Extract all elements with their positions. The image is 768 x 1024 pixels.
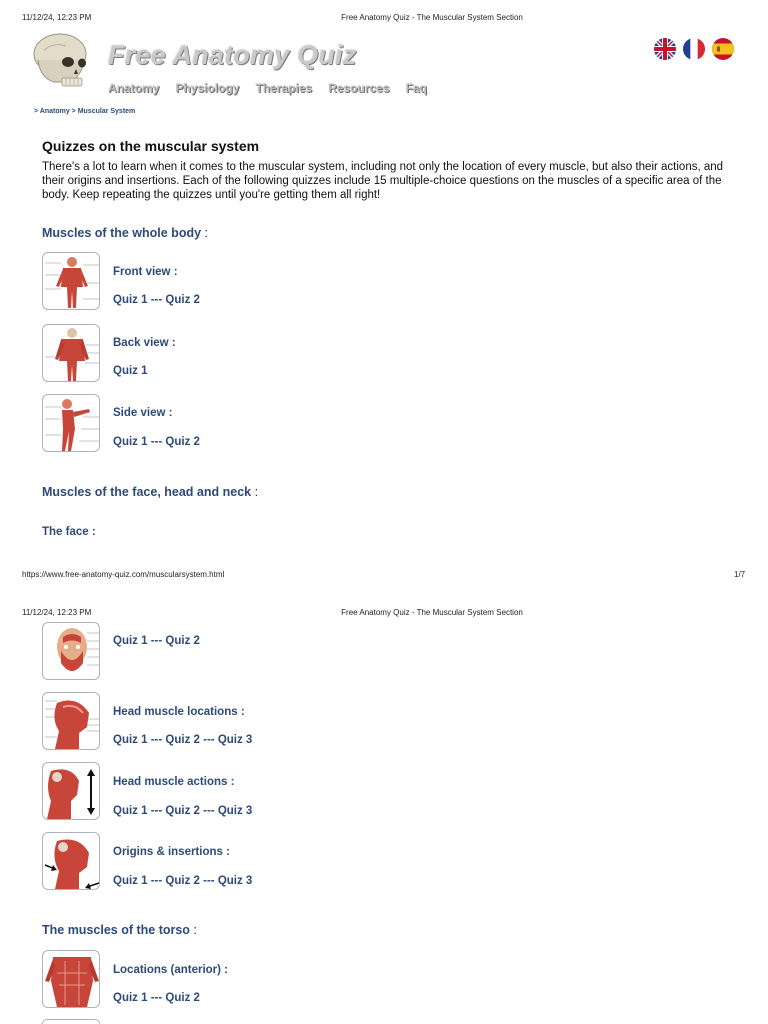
breadcrumb[interactable]: > Anatomy > Muscular System xyxy=(34,108,136,115)
quiz-link[interactable]: Quiz 1 xyxy=(113,992,148,1004)
nav-physiology[interactable]: Physiology xyxy=(175,81,240,95)
quiz-links-head-actions: Quiz 1 --- Quiz 2 --- Quiz 3 xyxy=(113,805,253,817)
france-flag-icon[interactable] xyxy=(683,38,705,60)
item-label-torso-anterior: Locations (anterior) : xyxy=(113,964,229,976)
quiz-link[interactable]: Quiz 3 xyxy=(217,805,253,817)
item-label-back-view: Back view : xyxy=(113,337,176,349)
section-heading-face-head-neck: Muscles of the face, head and neck : xyxy=(42,485,259,499)
front-view-thumbnail[interactable] xyxy=(42,252,100,310)
quiz-links-front-view: Quiz 1 --- Quiz 2 xyxy=(113,294,200,306)
quiz-link[interactable]: Quiz 2 xyxy=(165,734,200,746)
item-label-head-actions: Head muscle actions : xyxy=(113,776,235,788)
quiz-link[interactable]: Quiz 3 xyxy=(217,734,253,746)
section-heading-torso: The muscles of the torso : xyxy=(42,923,197,937)
page-title: Quizzes on the muscular system xyxy=(42,138,260,154)
item-label-head-locations: Head muscle locations : xyxy=(113,706,245,718)
nav-faq[interactable]: Faq xyxy=(405,81,427,95)
quiz-link[interactable]: Quiz 1 xyxy=(113,635,148,647)
item-label-origins-insertions: Origins & insertions : xyxy=(113,846,230,858)
origins-insertions-thumbnail[interactable] xyxy=(42,832,100,890)
quiz-link[interactable]: Quiz 1 xyxy=(113,294,148,306)
site-title[interactable]: Free Anatomy Quiz xyxy=(108,40,357,70)
quiz-link[interactable]: Quiz 1 xyxy=(113,734,148,746)
quiz-link[interactable]: Quiz 2 xyxy=(165,436,200,448)
quiz-links-back-view xyxy=(113,365,148,377)
print-url: https://www.free-anatomy-quiz.com/muscularsystem.html xyxy=(22,570,225,579)
quiz-link[interactable]: Quiz 2 xyxy=(165,635,200,647)
quiz-links-face: Quiz 1 --- Quiz 2 xyxy=(113,635,200,647)
quiz-link[interactable]: Quiz 2 xyxy=(165,992,200,1004)
side-view-thumbnail[interactable] xyxy=(42,394,100,452)
print-datetime-2: 11/12/24, 12:23 PM xyxy=(22,608,92,617)
print-page-title-2: Free Anatomy Quiz - The Muscular System Section xyxy=(341,608,523,617)
print-page-number: 1/7 xyxy=(734,570,746,579)
intro-paragraph: There's a lot to learn when it comes to the muscular system, including not only the location of every muscle, but also their actions, and their origins and insertions. Each of the following quizzes include 15 multiple-choice questions on the muscles of a specific area of the body. Keep repeating the quizzes until you're getting them all right! xyxy=(42,161,724,201)
quiz-links-origins-insertions: Quiz 1 --- Quiz 2 --- Quiz 3 xyxy=(113,875,253,887)
next-item-thumbnail[interactable] xyxy=(42,1019,100,1024)
item-label-side-view: Side view : xyxy=(113,407,173,419)
quiz-link[interactable]: Quiz 2 xyxy=(165,875,200,887)
quiz-link[interactable]: Quiz 2 xyxy=(165,294,200,306)
quiz-links-torso-anterior: Quiz 1 --- Quiz 2 xyxy=(113,992,200,1004)
print-page-title: Free Anatomy Quiz - The Muscular System Section xyxy=(341,13,523,22)
quiz-link[interactable]: Quiz 1 xyxy=(113,365,148,377)
quiz-links-side-view: Quiz 1 --- Quiz 2 xyxy=(113,436,200,448)
skull-logo-icon[interactable] xyxy=(30,30,92,92)
nav-anatomy[interactable]: Anatomy xyxy=(108,81,160,95)
head-locations-thumbnail[interactable] xyxy=(42,692,100,750)
quiz-link[interactable]: Quiz 1 xyxy=(113,875,148,887)
quiz-link[interactable]: Quiz 1 xyxy=(113,805,148,817)
subheading-the-face: The face : xyxy=(42,526,96,538)
quiz-links-head-locations: Quiz 1 --- Quiz 2 --- Quiz 3 xyxy=(113,734,253,746)
item-label-front-view: Front view : xyxy=(113,266,178,278)
nav-resources[interactable]: Resources xyxy=(328,81,390,95)
main-nav xyxy=(108,81,427,95)
uk-flag-icon[interactable] xyxy=(654,38,676,60)
torso-anterior-thumbnail[interactable] xyxy=(42,950,100,1008)
face-thumbnail[interactable] xyxy=(42,622,100,680)
back-view-thumbnail[interactable] xyxy=(42,324,100,382)
quiz-link[interactable]: Quiz 3 xyxy=(217,875,253,887)
print-datetime: 11/12/24, 12:23 PM xyxy=(22,13,92,22)
head-actions-thumbnail[interactable] xyxy=(42,762,100,820)
section-heading-whole-body: Muscles of the whole body : xyxy=(42,226,208,240)
quiz-link[interactable]: Quiz 1 xyxy=(113,436,148,448)
quiz-link[interactable]: Quiz 2 xyxy=(165,805,200,817)
spain-flag-icon[interactable] xyxy=(712,38,734,60)
nav-therapies[interactable]: Therapies xyxy=(255,81,313,95)
